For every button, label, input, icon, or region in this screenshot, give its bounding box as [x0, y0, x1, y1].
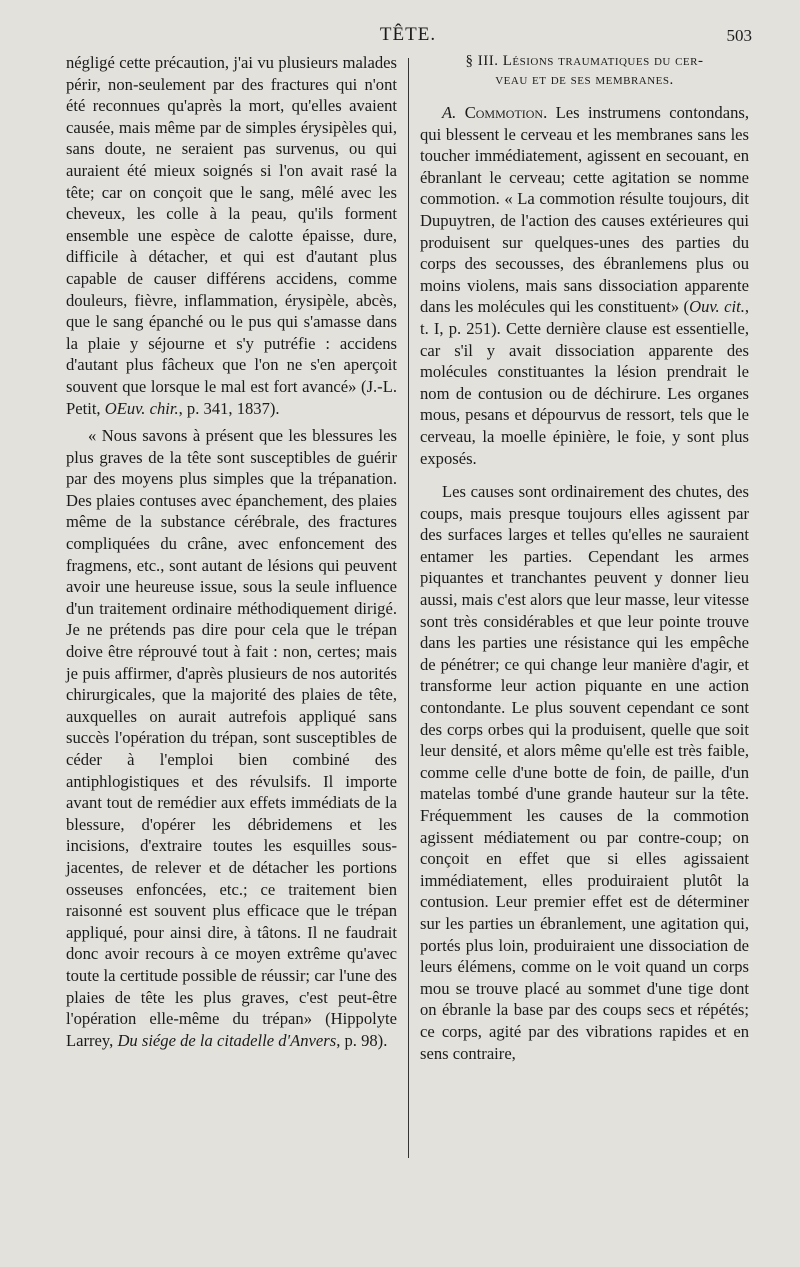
left-para2-text: « Nous savons à présent que les blessures les plus graves de la tête sont susceptibles de guérir par des moyens plus simples que la trépanation. Des plaies contuses avec épanchement, des plaies même de la substance cérébrale, des fractures compliquées du crâne, avec enfoncement des fragmens, etc., sont autant de lésions qui peuvent avoir une heureuse issue, sous la seule influence d'un traitement ordinaire méthodiquement dirigé. Je ne prétends pas dire pour cela que le trépan doive être réprouvé tout à fait : non, certes; mais je puis affirmer, d'après plusieurs de nos autorités chirurgicales, que la majorité des plaies de tête, auxquelles on aurait autrefois appliqué sans succès l'opération du trépan, sont susceptibles de céder à l'emploi bien combiné des antiphlogistiques et des révulsifs. Il importe avant tout de remédier aux effets immédiats de la blessure, d'opérer les débridemens et les incisions, d'extraire toutes les esquilles sous-jacentes, de relever et de détacher les portions osseuses enfoncées, etc.; ce traitement bien raisonné est souvent plus efficace que le trépan appliqué, pour ainsi dire, à tâtons. Il ne faudrait donc avoir recours à ce moyen extrême qu'avec toute la certitude possible de réussir; car l'une des plaies de tête les plus graves, c'est peut-être l'opération elle-même du trépan» (Hippolyte Larrey,: [66, 426, 397, 1050]
section-heading-line-1: § III. Lésions traumatiques du cer-: [465, 53, 704, 69]
section-heading: [420, 52, 749, 90]
section-heading-line-2: veau et de ses membranes.: [495, 72, 674, 88]
left-para1-reference-tail: , p. 341, 1837).: [178, 398, 280, 418]
right-para1-reference: Ouv. cit.: [689, 297, 745, 317]
right-para1-reference-tail: , t. I, p. 251). Cette dernière clause est essentielle, car s'il y avait dissociation apparente des molécules constituantes la lésion prendrait le nom de contusion ou de déchirure. Les organes mous, pesans et dépourvus de ressort, tels que le cerveau, la moelle épinière, le foie, y sont plus exposés.: [420, 297, 749, 468]
left-para1-text: négligé cette précaution, j'ai vu plusieurs malades périr, non-seulement par des fractures qui n'ont été reconnues qu'après la mort, qu'elles avaient causée, mais même par de simples érysipèles qui, sans doute, ne seraient pas survenus, ou qui auraient été mieux soignés si l'on avait rasé la tête; car on conçoit que le sang, mêlé avec les cheveux, les colle à la peau, qu'ils forment ensemble une espèce de calotte épaisse, dure, difficile à détacher, et qui est d'autant plus capable de causer différens accidens, comme douleurs, fièvre, inflammation, érysipèle, abcès, que le sang épanché ou le pus qui s'amasse dans la plaie y séjourne et s'y putréfie : accidens d'autant plus fâcheux que l'on ne s'en aperçoit souvent que lorsque le mal est fort avancé» (J.-L. Petit,: [66, 53, 397, 418]
right-paragraph-1: [420, 102, 749, 469]
right-para1-text: Les instrumens contondans, qui blessent le cerveau et les membranes sans les toucher immédiatement, agissent en secouant, en ébranlant le cerveau; cette agitation se nomme commotion. « La commotion résulte toujours, dit Dupuytren, de l'action des causes extérieures qui produisent sur quelques-unes des parties du corps des secousses, des ébranlemens plus ou moins violens, mais sans dissociation apparente dans les molécules qui les constituent» (: [420, 103, 749, 317]
right-paragraph-2: Les causes sont ordinairement des chutes, des coups, mais presque toujours elles agissent par des surfaces larges et telles qu'elles ne sauraient entamer les parties. Cependant les armes piquantes et tranchantes peuvent y donner lieu aussi, mais c'est alors que leur masse, leur vitesse sont très considérables et que leur pointe trouve dans les parties une résistance qui les empêche de pénétrer; ce qui change leur manière d'agir, et transforme leur action piquante en une action contondante. Le plus souvent cependant ce sont des corps orbes qui la produisent, quelle que soit leur densité, et alors même qu'elle est très faible, comme celle d'une botte de foin, de paille, d'un matelas tombé d'une grande hauteur sur la tête. Fréquemment les causes de la commotion agissent médiatement ou par contre-coup; on conçoit en effet que si elles agissaient immédiatement, elles produiraient plutôt la contusion. Leur premier effet est de déterminer sur les parties un ébranlement, une agitation qui, portés plus loin, produiraient une dissociation de leurs élémens, comme on le voit quand un corps mou se trouve placé au sommet d'une tige dont on ébranle la base par des coups secs et répétés; ce corps, agité par des vibrations rapides et en sens contraire,: [420, 482, 749, 1063]
subsection-heading: Commotion.: [464, 103, 548, 122]
right-column: [420, 52, 749, 1064]
left-para2-reference-tail: , p. 98).: [336, 1030, 388, 1050]
left-paragraph-2: [66, 425, 397, 1051]
left-para2-reference: Du siége de la citadelle d'Anvers: [117, 1030, 337, 1050]
page-header: [64, 24, 752, 50]
left-para1-reference: OEuv. chir.: [104, 398, 179, 418]
page-number: 503: [726, 26, 752, 45]
left-column: [66, 52, 397, 1051]
subsection-letter: A.: [442, 103, 457, 122]
left-paragraph-1: [66, 52, 397, 419]
column-divider: [408, 58, 409, 1158]
running-title: TÊTE.: [379, 24, 437, 45]
